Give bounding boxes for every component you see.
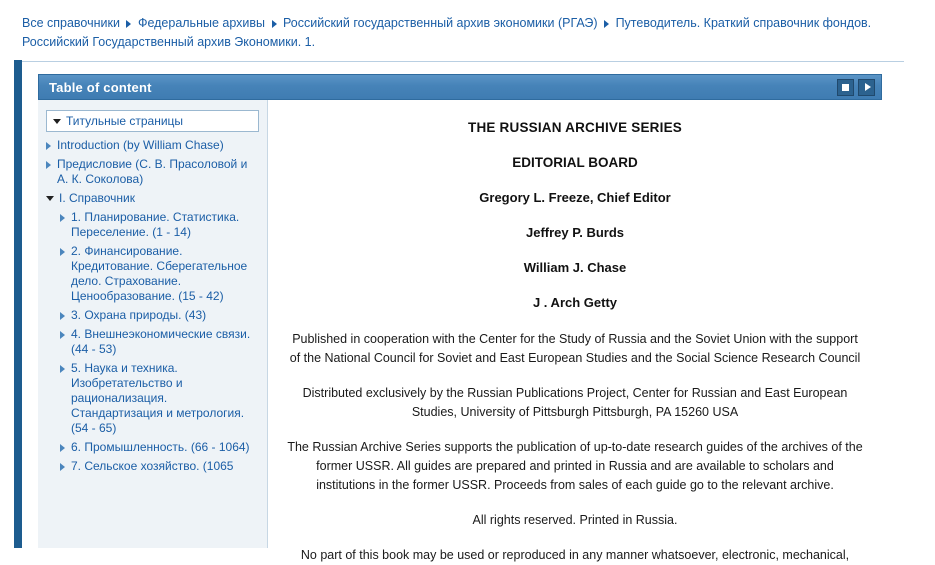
chevron-right-icon [60, 312, 65, 320]
list-item[interactable] [60, 327, 259, 357]
left-accent-bar [14, 60, 22, 548]
breadcrumb-separator-icon [269, 14, 280, 33]
sidebar-item-label: 6. Промышленность. (66 - 1064) [71, 440, 250, 454]
list-item[interactable] [60, 244, 259, 304]
list-item[interactable] [46, 138, 259, 153]
chevron-right-icon [46, 142, 51, 150]
page-title: THE RUSSIAN ARCHIVE SERIES [468, 120, 682, 135]
document-paragraph: No part of this book may be used or reproduced in any manner whatsoever, electronic, mechanical, [300, 548, 850, 562]
sidebar-item-title-pages[interactable] [46, 110, 259, 132]
editor-name: William J. Chase [523, 260, 627, 275]
document-subtitle: EDITORIAL BOARD [512, 155, 638, 170]
sidebar-item-label: Предисловие (С. В. Прасоловой и А. К. Соколова) [57, 157, 248, 186]
sidebar-item-label: I. Справочник [59, 191, 135, 205]
play-icon[interactable] [858, 79, 875, 96]
sidebar-item-label: 5. Наука и техника. Изобретательство и рационализация. Стандартизация и метрология. (54 - 65) [71, 361, 245, 435]
breadcrumb-separator-icon [123, 14, 134, 33]
editor-name: J . Arch Getty [532, 295, 618, 310]
breadcrumb-item-2[interactable]: Федеральные архивы [137, 16, 266, 30]
table-of-content-header [38, 74, 882, 100]
list-item[interactable] [60, 210, 259, 240]
breadcrumb-item-4[interactable]: Путеводитель. Краткий справочник фондов. Российский Государственный архив Экономики. 1. [22, 16, 872, 49]
chevron-right-icon [46, 161, 51, 169]
chevron-right-icon [60, 248, 65, 256]
sidebar-item-label: 7. Сельское хозяйство. (1065 [71, 459, 234, 473]
toc-sidebar[interactable] [38, 100, 268, 548]
list-item[interactable] [60, 459, 259, 474]
sidebar-item-label: Титульные страницы [66, 114, 184, 128]
breadcrumb-divider [22, 61, 904, 62]
left-accent-rail [0, 0, 22, 548]
breadcrumb-separator-icon [601, 14, 612, 33]
sidebar-item-label: 3. Охрана природы. (43) [71, 308, 207, 322]
chevron-right-icon [60, 444, 65, 452]
sidebar-item-label: Introduction (by William Chase) [57, 138, 224, 152]
chevron-right-icon [60, 214, 65, 222]
document-paragraph: The Russian Archive Series supports the publication of up-to-date research guides of the archives of the former USSR. All guides are prepared and printed in Russia and are available to scholars and institutions in the former USSR. Proceeds from sales of each guide go to the relevant archive. [287, 440, 863, 492]
document-paragraph: Published in cooperation with the Center for the Study of Russia and the Soviet Union with the support of the National Council for Soviet and East European Studies and the Social Science Research Council [289, 332, 861, 365]
list-item[interactable] [46, 157, 259, 187]
chevron-down-icon [46, 196, 54, 201]
editor-name: Gregory L. Freeze, Chief Editor [479, 190, 671, 205]
breadcrumb [22, 14, 882, 52]
list-item[interactable] [60, 308, 259, 323]
editor-name: Jeffrey P. Burds [525, 225, 625, 240]
document-paragraph: Distributed exclusively by the Russian Publications Project, Center for Russian and East European Studies, University of Pittsburgh Pittsburgh, PA 15260 USA [302, 386, 848, 419]
document-content [268, 100, 882, 562]
list-item[interactable] [60, 440, 259, 455]
chevron-right-icon [60, 365, 65, 373]
sidebar-item-label: 4. Внешнеэкономические связи. (44 - 53) [71, 327, 251, 356]
chevron-right-icon [60, 331, 65, 339]
breadcrumb-item-3[interactable]: Российский государственный архив экономики (РГАЭ) [282, 16, 598, 30]
stop-icon[interactable] [837, 79, 854, 96]
list-item[interactable] [60, 361, 259, 436]
toc-list [46, 138, 259, 474]
sidebar-item-label: 2. Финансирование. Кредитование. Сберегательное дело. Страхование. Ценообразование. (15 - 42) [71, 244, 248, 303]
list-item[interactable] [46, 191, 259, 206]
sidebar-item-label: 1. Планирование. Статистика. Переселение. (1 - 14) [71, 210, 240, 239]
chevron-right-icon [60, 463, 65, 471]
chevron-down-icon [53, 119, 61, 124]
body-wrapper [38, 100, 882, 562]
breadcrumb-item-1[interactable]: Все справочники [22, 16, 120, 30]
document-paragraph: All rights reserved. Printed in Russia. [472, 513, 678, 527]
panel-title: Table of content [49, 79, 152, 95]
